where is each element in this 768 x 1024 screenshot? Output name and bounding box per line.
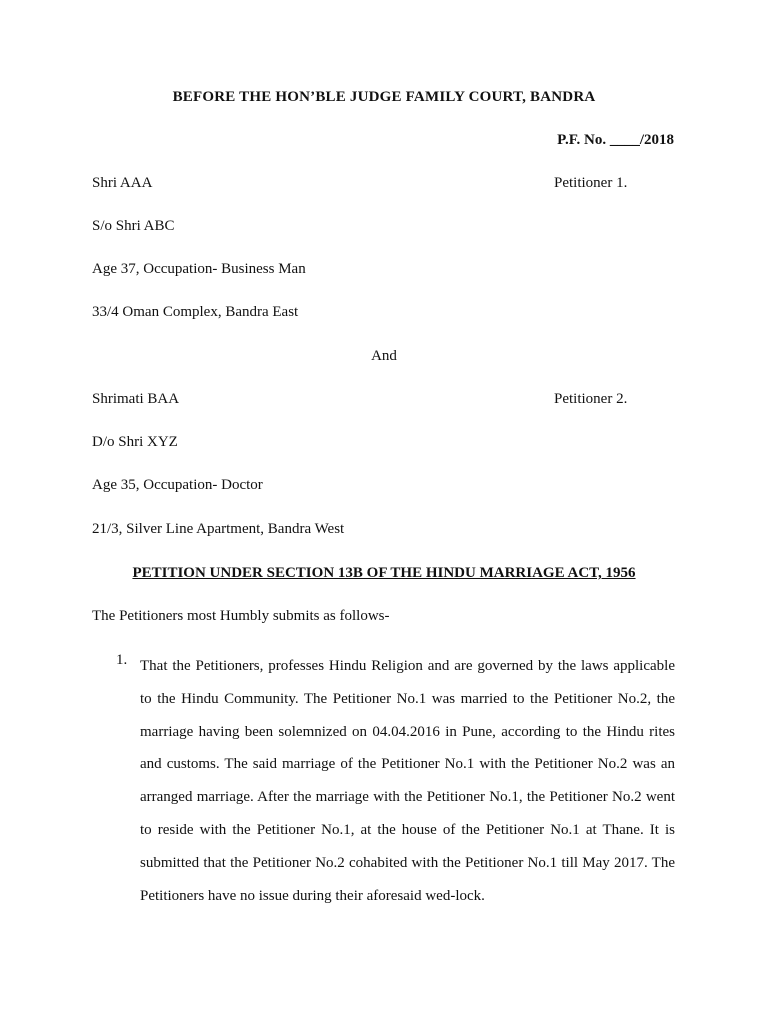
- section-heading: PETITION UNDER SECTION 13B OF THE HINDU MARRIAGE ACT, 1956: [132, 565, 636, 581]
- petitioner1-name: Shri AAA: [92, 175, 153, 191]
- party-conjunction: And: [371, 348, 397, 364]
- petitioner2-address: 21/3, Silver Line Apartment, Bandra West: [92, 521, 345, 537]
- petitioner2-name: Shrimati BAA: [92, 391, 180, 407]
- petitioner2-role: Petitioner 2.: [554, 391, 628, 407]
- petition-file-number: P.F. No. ____/2018: [557, 132, 674, 148]
- petitioner2-age-occupation: Age 35, Occupation- Doctor: [92, 477, 263, 493]
- petitioner1-address: 33/4 Oman Complex, Bandra East: [92, 304, 299, 320]
- paragraph-body: That the Petitioners, professes Hindu Religion and are governed by the laws applicable to the Hindu Community. The Petitioner No.1 was married to the Petitioner No.2, the marriage having been solemnized on 04.04.2016 in Pune, according to the Hindu rites and customs. The said marriage of the Petitioner No.1 with the Petitioner No.2 was an arranged marriage. After the marriage with the Petitioner No.1, the Petitioner No.2 went to reside with the Petitioner No.1, at the house of the Petitioner No.1 at Thane. It is submitted that the Petitioner No.2 cohabited with the Petitioner No.1 till May 2017. The Petitioners have no issue during their aforesaid wed-lock.: [140, 658, 675, 904]
- petitioner2-relation: D/o Shri XYZ: [92, 434, 178, 450]
- paragraph-number: 1.: [116, 652, 128, 668]
- petitioner1-relation: S/o Shri ABC: [92, 218, 175, 234]
- petitioner1-age-occupation: Age 37, Occupation- Business Man: [92, 261, 306, 277]
- intro-text: The Petitioners most Humbly submits as follows-: [92, 608, 390, 624]
- petitioner1-role: Petitioner 1.: [554, 175, 628, 191]
- court-title: BEFORE THE HON’BLE JUDGE FAMILY COURT, BANDRA: [172, 89, 596, 105]
